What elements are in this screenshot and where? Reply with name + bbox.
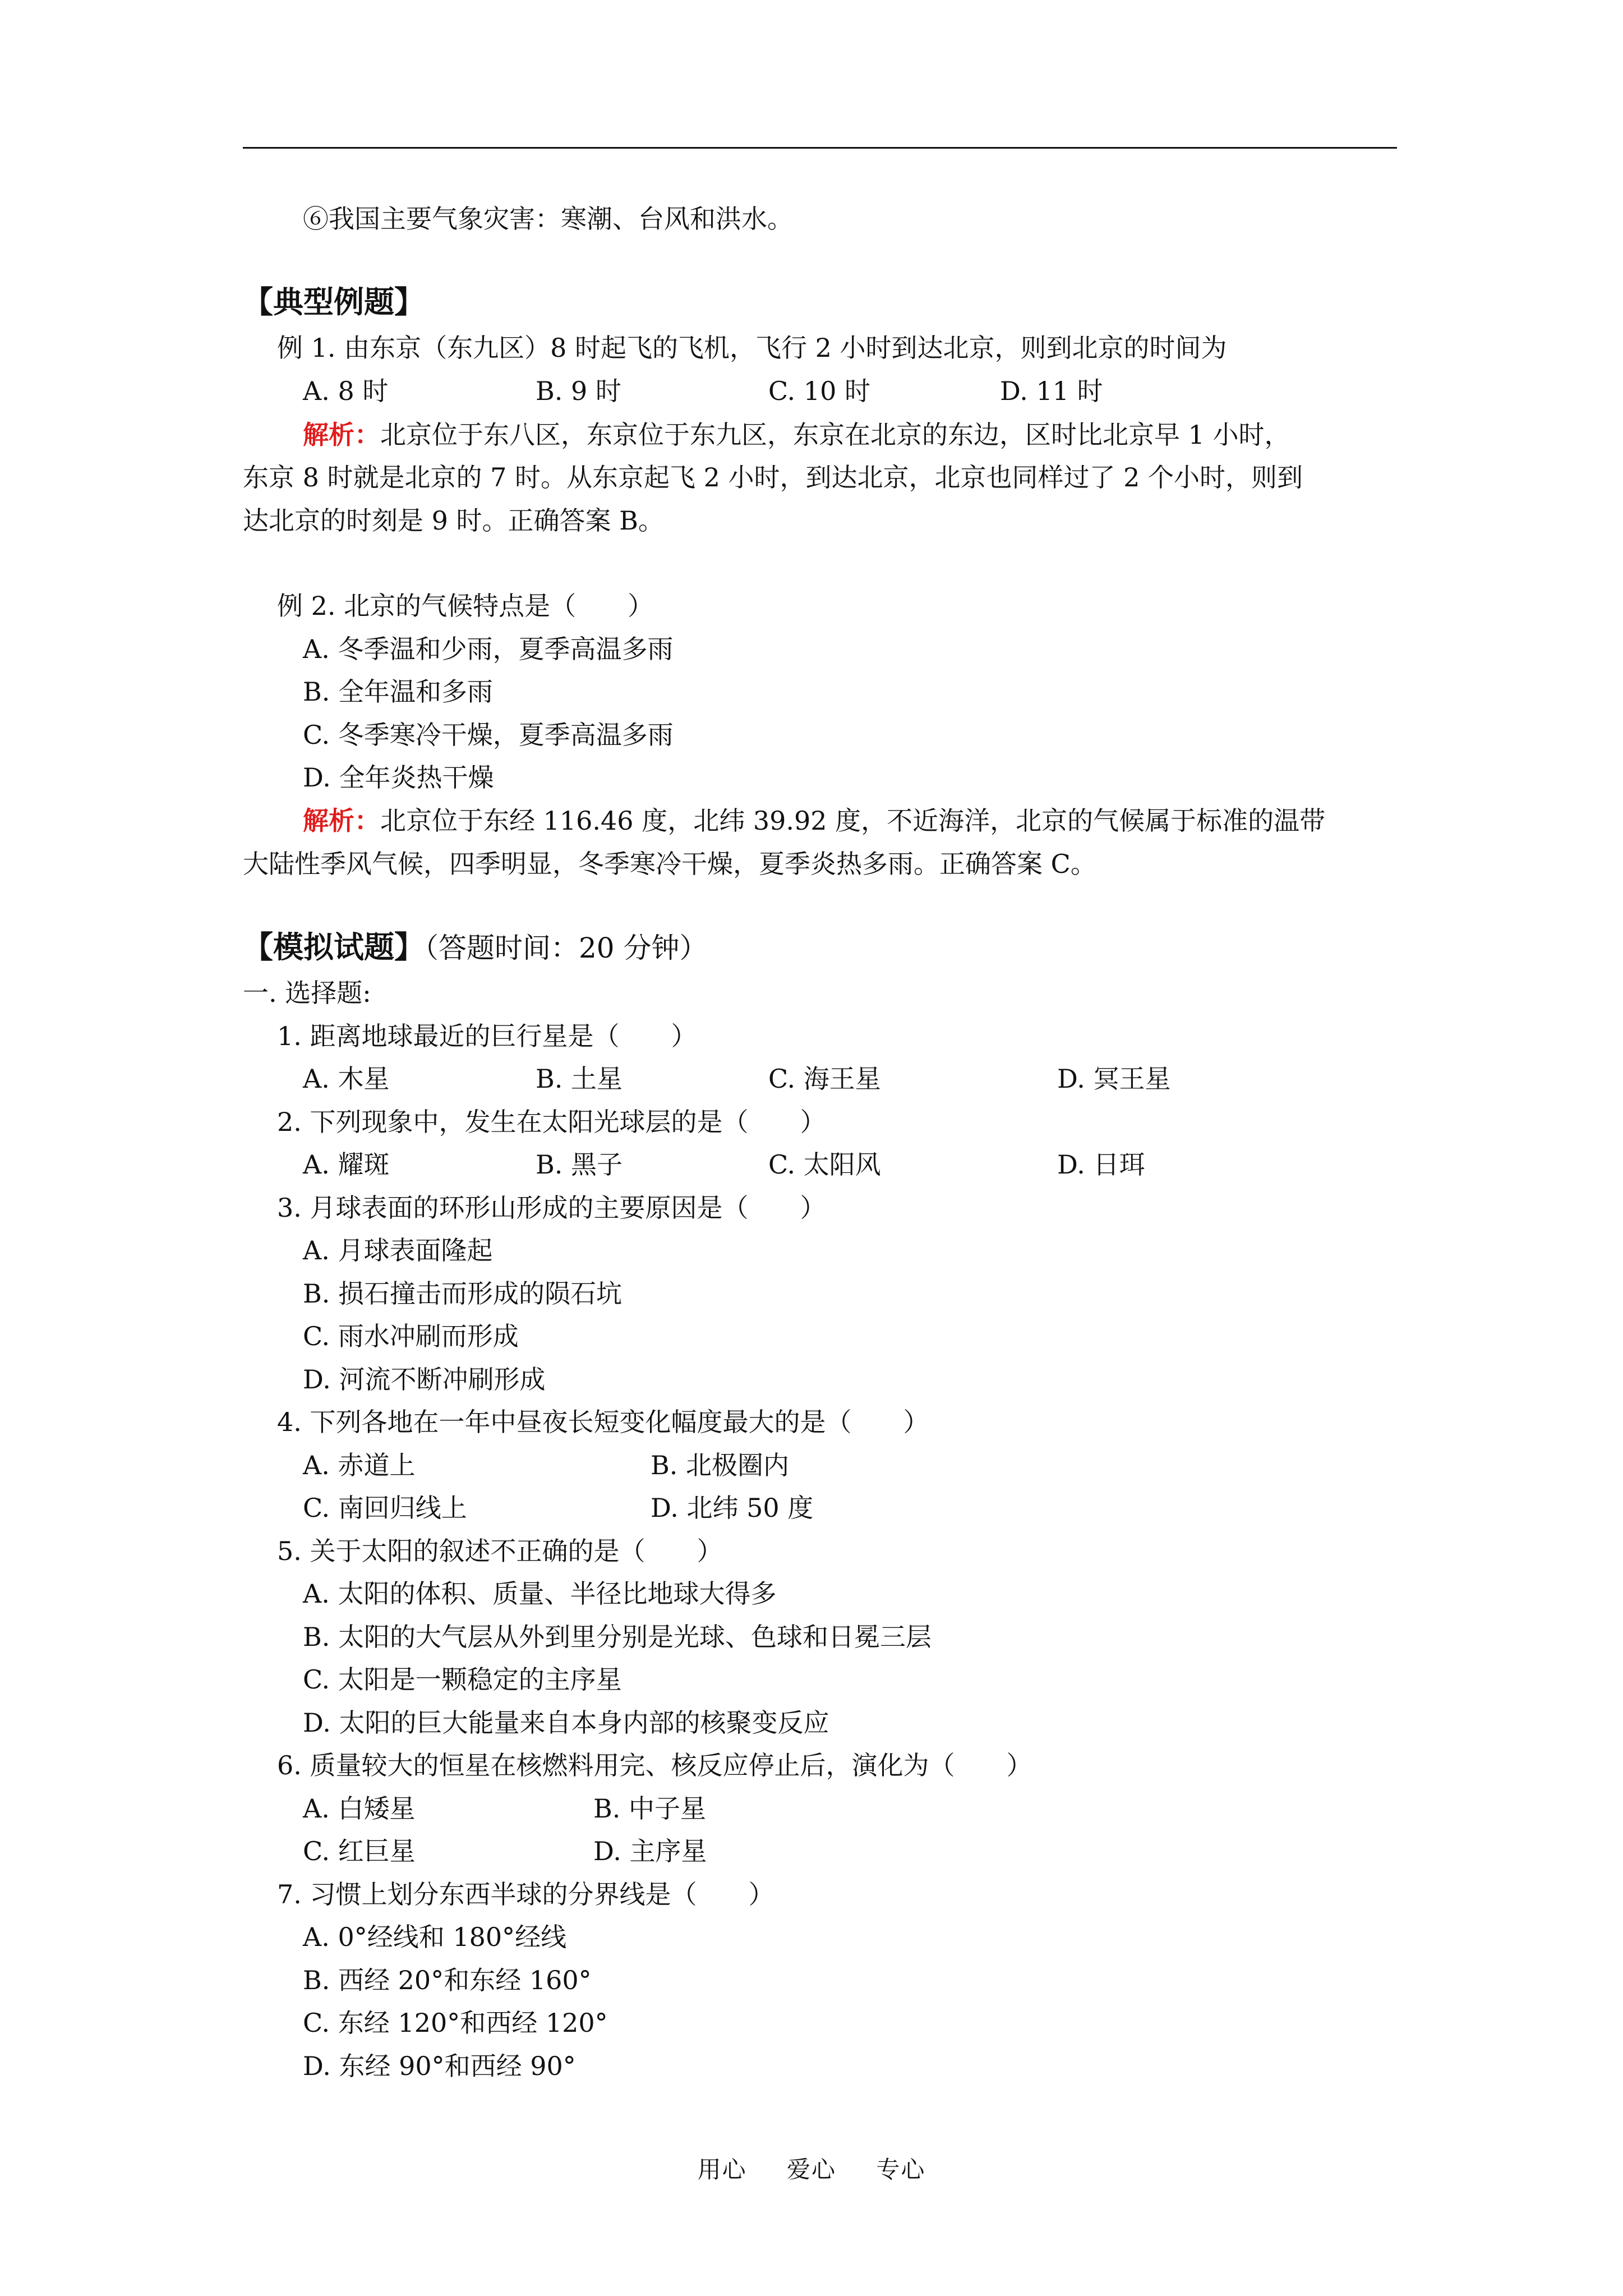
question-3-option-a: A. 月球表面隆起 (303, 1235, 493, 1266)
example-2-option-c: C. 冬季寒冷干燥，夏季高温多雨 (303, 720, 674, 750)
question-4-option-b: B. 北极圈内 (651, 1450, 790, 1480)
question-2-option-c: C. 太阳风 (768, 1149, 881, 1180)
example-1-option-d: D. 11 时 (1000, 376, 1103, 406)
mock-heading-title: 【模拟试题】 (243, 929, 425, 965)
question-2-option-d: D. 日珥 (1057, 1149, 1145, 1180)
question-5-stem: 5. 关于太阳的叙述不正确的是（ ） (277, 1536, 723, 1566)
section-title: 一. 选择题: (243, 978, 371, 1008)
question-3-stem: 3. 月球表面的环形山形成的主要原因是（ ） (277, 1193, 826, 1223)
example-1-option-c: C. 10 时 (768, 376, 870, 406)
example-2-stem: 例 2. 北京的气候特点是（ ） (277, 591, 654, 621)
question-5-option-a: A. 太阳的体积、质量、半径比地球大得多 (303, 1579, 777, 1609)
question-6-option-c: C. 红巨星 (303, 1836, 416, 1866)
example-2-option-a: A. 冬季温和少雨，夏季高温多雨 (303, 634, 674, 664)
analysis-label: 解析： (303, 420, 380, 450)
footer-word-1: 用心 (697, 2156, 747, 2183)
question-2-option-a: A. 耀斑 (303, 1149, 390, 1180)
question-2-option-b: B. 黑子 (536, 1149, 623, 1180)
question-1-option-c: C. 海王星 (768, 1064, 881, 1094)
question-1-option-d: D. 冥王星 (1057, 1064, 1171, 1094)
mock-heading (243, 930, 708, 965)
example-1-analysis-line-3: 达北京的时刻是 9 时。正确答案 B。 (243, 505, 664, 536)
example-1-option-a: A. 8 时 (303, 376, 389, 406)
example-2-analysis-line-2: 大陆性季风气候，四季明显，冬季寒冷干燥，夏季炎热多雨。正确答案 C。 (243, 849, 1096, 879)
question-6-stem: 6. 质量较大的恒星在核燃料用完、核反应停止后，演化为（ ） (277, 1750, 1032, 1780)
example-1-stem: 例 1. 由东京（东九区）8 时起飞的飞机，飞行 2 小时到达北京，则到北京的时间为 (277, 333, 1227, 363)
mock-time-note: （答题时间：20 分钟） (425, 932, 708, 964)
question-1-option-a: A. 木星 (303, 1064, 390, 1094)
question-3-option-c: C. 雨水冲刷而形成 (303, 1321, 519, 1351)
footer-word-2: 爱心 (786, 2156, 836, 2183)
analysis-label: 解析： (303, 806, 380, 836)
question-6-option-a: A. 白矮星 (303, 1793, 416, 1824)
question-4-option-a: A. 赤道上 (303, 1450, 416, 1480)
question-4-option-c: C. 南回归线上 (303, 1493, 467, 1523)
question-1-option-b: B. 土星 (536, 1064, 623, 1094)
question-7-option-c: C. 东经 120°和西经 120° (303, 2008, 608, 2038)
question-2-stem: 2. 下列现象中，发生在太阳光球层的是（ ） (277, 1107, 826, 1137)
analysis-text: 北京位于东八区，东京位于东九区，东京在北京的东边，区时比北京早 1 小时， (380, 420, 1290, 450)
typical-heading: 【典型例题】 (243, 284, 425, 320)
question-4-stem: 4. 下列各地在一年中昼夜长短变化幅度最大的是（ ） (277, 1407, 929, 1437)
footer-word-3: 专心 (876, 2156, 926, 2183)
question-7-stem: 7. 习惯上划分东西半球的分界线是（ ） (277, 1879, 774, 1910)
question-6-option-b: B. 中子星 (593, 1793, 707, 1824)
question-6-option-d: D. 主序星 (593, 1836, 707, 1866)
top-note: ⑥我国主要气象灾害：寒潮、台风和洪水。 (303, 204, 793, 234)
example-2-analysis-line-1 (303, 804, 1325, 838)
question-7-option-a: A. 0°经线和 180°经线 (303, 1922, 567, 1952)
question-3-option-d: D. 河流不断冲刷形成 (303, 1364, 546, 1395)
page-footer (0, 2151, 1623, 2185)
question-7-option-b: B. 西经 20°和东经 160° (303, 1965, 592, 1995)
question-7-option-d: D. 东经 90°和西经 90° (303, 2051, 576, 2081)
question-5-option-c: C. 太阳是一颗稳定的主序星 (303, 1664, 622, 1695)
question-1-stem: 1. 距离地球最近的巨行星是（ ） (277, 1021, 697, 1051)
example-1-analysis-line-2: 东京 8 时就是北京的 7 时。从东京起飞 2 小时，到达北京，北京也同样过了 2 个小时，则到 (243, 462, 1303, 493)
example-2-option-b: B. 全年温和多雨 (303, 677, 494, 707)
question-5-option-d: D. 太阳的巨大能量来自本身内部的核聚变反应 (303, 1708, 829, 1738)
example-1-option-b: B. 9 时 (536, 376, 621, 406)
example-2-option-d: D. 全年炎热干燥 (303, 762, 494, 793)
question-3-option-b: B. 损石撞击而形成的陨石坑 (303, 1278, 623, 1309)
question-5-option-b: B. 太阳的大气层从外到里分别是光球、色球和日冕三层 (303, 1622, 932, 1652)
header-rule (243, 147, 1397, 149)
example-1-analysis-line-1 (303, 418, 1290, 452)
analysis-text: 北京位于东经 116.46 度，北纬 39.92 度，不近海洋，北京的气候属于标准的温带 (380, 806, 1326, 836)
question-4-option-d: D. 北纬 50 度 (651, 1493, 814, 1523)
